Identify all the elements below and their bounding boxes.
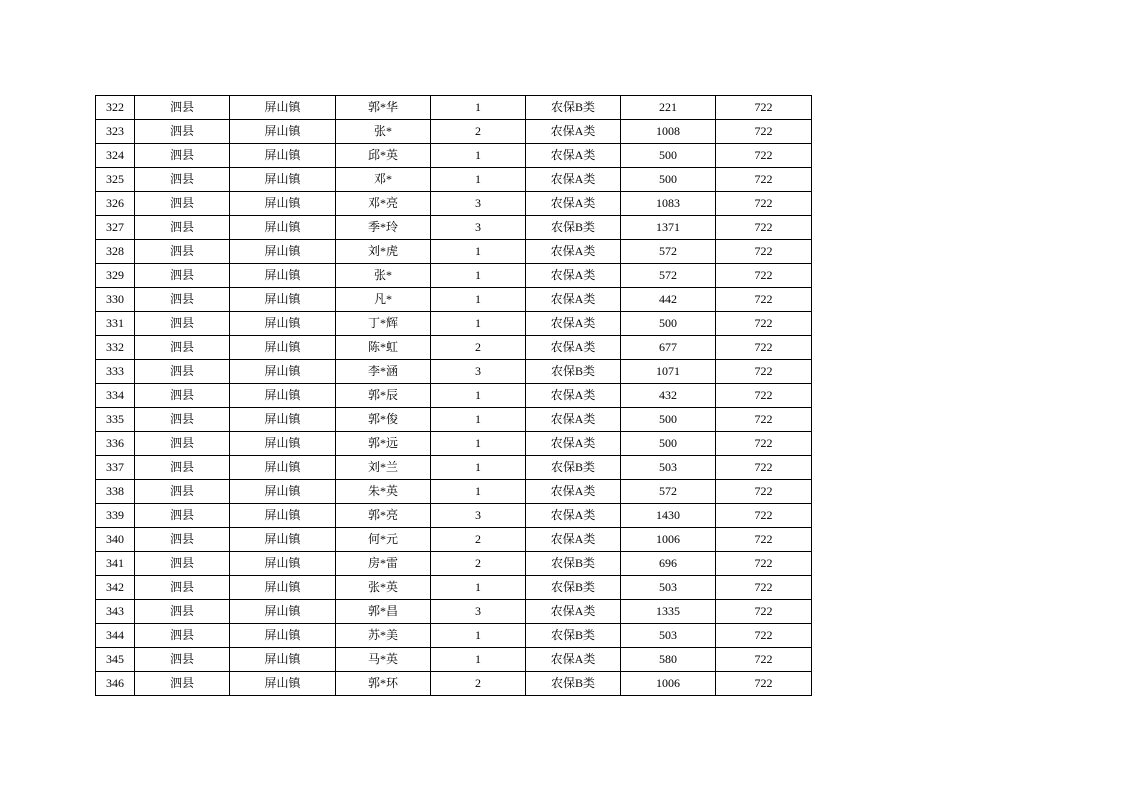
cell-town: 屏山镇 bbox=[230, 432, 336, 456]
cell-index: 335 bbox=[96, 408, 135, 432]
cell-county: 泗县 bbox=[135, 336, 230, 360]
cell-category: 农保A类 bbox=[526, 528, 621, 552]
cell-value: 722 bbox=[716, 144, 812, 168]
cell-amount: 500 bbox=[621, 408, 716, 432]
table-row bbox=[96, 552, 812, 576]
cell-index: 342 bbox=[96, 576, 135, 600]
table-row bbox=[96, 600, 812, 624]
table-row bbox=[96, 384, 812, 408]
cell-name: 张* bbox=[336, 120, 431, 144]
cell-county: 泗县 bbox=[135, 168, 230, 192]
cell-name: 郭*环 bbox=[336, 672, 431, 696]
cell-amount: 221 bbox=[621, 96, 716, 120]
table-row bbox=[96, 288, 812, 312]
cell-county: 泗县 bbox=[135, 552, 230, 576]
cell-index: 325 bbox=[96, 168, 135, 192]
cell-amount: 677 bbox=[621, 336, 716, 360]
cell-category: 农保A类 bbox=[526, 144, 621, 168]
cell-name: 季*玲 bbox=[336, 216, 431, 240]
cell-county: 泗县 bbox=[135, 264, 230, 288]
cell-county: 泗县 bbox=[135, 600, 230, 624]
table-row bbox=[96, 264, 812, 288]
cell-amount: 1083 bbox=[621, 192, 716, 216]
cell-name: 苏*美 bbox=[336, 624, 431, 648]
cell-name: 郭*远 bbox=[336, 432, 431, 456]
cell-category: 农保A类 bbox=[526, 336, 621, 360]
cell-town: 屏山镇 bbox=[230, 504, 336, 528]
cell-name: 郭*俊 bbox=[336, 408, 431, 432]
table-row bbox=[96, 120, 812, 144]
cell-name: 何*元 bbox=[336, 528, 431, 552]
cell-amount: 500 bbox=[621, 432, 716, 456]
cell-index: 324 bbox=[96, 144, 135, 168]
cell-index: 341 bbox=[96, 552, 135, 576]
cell-value: 722 bbox=[716, 240, 812, 264]
cell-count: 1 bbox=[431, 432, 526, 456]
cell-index: 331 bbox=[96, 312, 135, 336]
cell-name: 房*雷 bbox=[336, 552, 431, 576]
cell-index: 327 bbox=[96, 216, 135, 240]
cell-value: 722 bbox=[716, 96, 812, 120]
cell-count: 2 bbox=[431, 528, 526, 552]
cell-count: 1 bbox=[431, 288, 526, 312]
cell-count: 1 bbox=[431, 168, 526, 192]
cell-town: 屏山镇 bbox=[230, 672, 336, 696]
cell-amount: 503 bbox=[621, 456, 716, 480]
cell-county: 泗县 bbox=[135, 480, 230, 504]
cell-index: 323 bbox=[96, 120, 135, 144]
cell-amount: 500 bbox=[621, 312, 716, 336]
cell-amount: 1006 bbox=[621, 528, 716, 552]
table-row bbox=[96, 456, 812, 480]
cell-amount: 1071 bbox=[621, 360, 716, 384]
cell-amount: 1335 bbox=[621, 600, 716, 624]
cell-count: 2 bbox=[431, 672, 526, 696]
cell-category: 农保A类 bbox=[526, 600, 621, 624]
cell-value: 722 bbox=[716, 504, 812, 528]
table-row bbox=[96, 168, 812, 192]
cell-category: 农保A类 bbox=[526, 264, 621, 288]
cell-town: 屏山镇 bbox=[230, 192, 336, 216]
cell-value: 722 bbox=[716, 120, 812, 144]
cell-town: 屏山镇 bbox=[230, 624, 336, 648]
cell-category: 农保B类 bbox=[526, 456, 621, 480]
table-row bbox=[96, 240, 812, 264]
cell-amount: 500 bbox=[621, 168, 716, 192]
cell-value: 722 bbox=[716, 672, 812, 696]
cell-name: 郭*亮 bbox=[336, 504, 431, 528]
cell-amount: 580 bbox=[621, 648, 716, 672]
cell-town: 屏山镇 bbox=[230, 408, 336, 432]
cell-town: 屏山镇 bbox=[230, 144, 336, 168]
cell-amount: 1371 bbox=[621, 216, 716, 240]
cell-county: 泗县 bbox=[135, 240, 230, 264]
cell-category: 农保B类 bbox=[526, 216, 621, 240]
cell-index: 330 bbox=[96, 288, 135, 312]
cell-county: 泗县 bbox=[135, 312, 230, 336]
cell-county: 泗县 bbox=[135, 144, 230, 168]
cell-name: 郭*昌 bbox=[336, 600, 431, 624]
cell-name: 凡* bbox=[336, 288, 431, 312]
cell-category: 农保B类 bbox=[526, 552, 621, 576]
cell-name: 朱*英 bbox=[336, 480, 431, 504]
cell-town: 屏山镇 bbox=[230, 648, 336, 672]
cell-amount: 572 bbox=[621, 480, 716, 504]
data-table bbox=[95, 95, 812, 696]
cell-value: 722 bbox=[716, 264, 812, 288]
cell-count: 1 bbox=[431, 648, 526, 672]
cell-category: 农保A类 bbox=[526, 648, 621, 672]
cell-name: 陈*虹 bbox=[336, 336, 431, 360]
cell-count: 1 bbox=[431, 456, 526, 480]
cell-category: 农保A类 bbox=[526, 312, 621, 336]
cell-value: 722 bbox=[716, 600, 812, 624]
cell-category: 农保A类 bbox=[526, 288, 621, 312]
cell-county: 泗县 bbox=[135, 360, 230, 384]
cell-amount: 432 bbox=[621, 384, 716, 408]
cell-amount: 1430 bbox=[621, 504, 716, 528]
cell-category: 农保B类 bbox=[526, 96, 621, 120]
cell-index: 328 bbox=[96, 240, 135, 264]
cell-count: 1 bbox=[431, 96, 526, 120]
cell-count: 3 bbox=[431, 504, 526, 528]
cell-county: 泗县 bbox=[135, 288, 230, 312]
cell-value: 722 bbox=[716, 456, 812, 480]
cell-count: 1 bbox=[431, 240, 526, 264]
table-row bbox=[96, 312, 812, 336]
cell-county: 泗县 bbox=[135, 576, 230, 600]
cell-value: 722 bbox=[716, 576, 812, 600]
cell-town: 屏山镇 bbox=[230, 288, 336, 312]
cell-amount: 572 bbox=[621, 240, 716, 264]
cell-amount: 1008 bbox=[621, 120, 716, 144]
cell-county: 泗县 bbox=[135, 96, 230, 120]
cell-amount: 503 bbox=[621, 576, 716, 600]
cell-index: 332 bbox=[96, 336, 135, 360]
cell-category: 农保A类 bbox=[526, 240, 621, 264]
cell-name: 张*英 bbox=[336, 576, 431, 600]
table-row bbox=[96, 96, 812, 120]
cell-category: 农保A类 bbox=[526, 384, 621, 408]
table-row bbox=[96, 672, 812, 696]
cell-name: 刘*虎 bbox=[336, 240, 431, 264]
table-row bbox=[96, 432, 812, 456]
cell-index: 340 bbox=[96, 528, 135, 552]
cell-town: 屏山镇 bbox=[230, 312, 336, 336]
cell-value: 722 bbox=[716, 624, 812, 648]
table-row bbox=[96, 336, 812, 360]
cell-index: 329 bbox=[96, 264, 135, 288]
cell-county: 泗县 bbox=[135, 120, 230, 144]
cell-index: 322 bbox=[96, 96, 135, 120]
cell-county: 泗县 bbox=[135, 504, 230, 528]
cell-category: 农保B类 bbox=[526, 624, 621, 648]
cell-amount: 500 bbox=[621, 144, 716, 168]
cell-county: 泗县 bbox=[135, 408, 230, 432]
cell-town: 屏山镇 bbox=[230, 456, 336, 480]
cell-town: 屏山镇 bbox=[230, 120, 336, 144]
table-row bbox=[96, 408, 812, 432]
cell-value: 722 bbox=[716, 192, 812, 216]
cell-count: 1 bbox=[431, 384, 526, 408]
cell-amount: 1006 bbox=[621, 672, 716, 696]
cell-count: 1 bbox=[431, 624, 526, 648]
cell-category: 农保A类 bbox=[526, 192, 621, 216]
table-row bbox=[96, 528, 812, 552]
cell-town: 屏山镇 bbox=[230, 264, 336, 288]
cell-count: 3 bbox=[431, 600, 526, 624]
cell-county: 泗县 bbox=[135, 648, 230, 672]
cell-value: 722 bbox=[716, 216, 812, 240]
cell-town: 屏山镇 bbox=[230, 168, 336, 192]
cell-count: 1 bbox=[431, 264, 526, 288]
cell-index: 343 bbox=[96, 600, 135, 624]
cell-index: 334 bbox=[96, 384, 135, 408]
cell-value: 722 bbox=[716, 336, 812, 360]
table-row bbox=[96, 216, 812, 240]
cell-town: 屏山镇 bbox=[230, 216, 336, 240]
cell-index: 339 bbox=[96, 504, 135, 528]
table-row bbox=[96, 192, 812, 216]
cell-county: 泗县 bbox=[135, 384, 230, 408]
cell-count: 1 bbox=[431, 408, 526, 432]
cell-amount: 572 bbox=[621, 264, 716, 288]
table-row bbox=[96, 504, 812, 528]
cell-value: 722 bbox=[716, 288, 812, 312]
cell-category: 农保A类 bbox=[526, 480, 621, 504]
table-row bbox=[96, 648, 812, 672]
cell-value: 722 bbox=[716, 552, 812, 576]
cell-value: 722 bbox=[716, 480, 812, 504]
cell-name: 马*英 bbox=[336, 648, 431, 672]
cell-count: 2 bbox=[431, 120, 526, 144]
cell-count: 1 bbox=[431, 312, 526, 336]
cell-town: 屏山镇 bbox=[230, 360, 336, 384]
cell-town: 屏山镇 bbox=[230, 384, 336, 408]
cell-value: 722 bbox=[716, 312, 812, 336]
cell-town: 屏山镇 bbox=[230, 336, 336, 360]
cell-town: 屏山镇 bbox=[230, 552, 336, 576]
table-row bbox=[96, 144, 812, 168]
cell-count: 3 bbox=[431, 360, 526, 384]
cell-county: 泗县 bbox=[135, 528, 230, 552]
cell-name: 邱*英 bbox=[336, 144, 431, 168]
cell-index: 346 bbox=[96, 672, 135, 696]
cell-amount: 696 bbox=[621, 552, 716, 576]
cell-name: 郭*辰 bbox=[336, 384, 431, 408]
cell-index: 326 bbox=[96, 192, 135, 216]
cell-count: 3 bbox=[431, 192, 526, 216]
cell-index: 338 bbox=[96, 480, 135, 504]
cell-value: 722 bbox=[716, 432, 812, 456]
cell-county: 泗县 bbox=[135, 216, 230, 240]
cell-town: 屏山镇 bbox=[230, 528, 336, 552]
cell-town: 屏山镇 bbox=[230, 576, 336, 600]
cell-name: 刘*兰 bbox=[336, 456, 431, 480]
cell-count: 2 bbox=[431, 552, 526, 576]
cell-value: 722 bbox=[716, 384, 812, 408]
table-row bbox=[96, 576, 812, 600]
cell-county: 泗县 bbox=[135, 432, 230, 456]
cell-count: 1 bbox=[431, 576, 526, 600]
cell-category: 农保A类 bbox=[526, 120, 621, 144]
cell-category: 农保B类 bbox=[526, 360, 621, 384]
cell-value: 722 bbox=[716, 168, 812, 192]
cell-name: 丁*辉 bbox=[336, 312, 431, 336]
cell-amount: 503 bbox=[621, 624, 716, 648]
cell-county: 泗县 bbox=[135, 192, 230, 216]
cell-value: 722 bbox=[716, 528, 812, 552]
cell-name: 郭*华 bbox=[336, 96, 431, 120]
cell-index: 345 bbox=[96, 648, 135, 672]
cell-county: 泗县 bbox=[135, 672, 230, 696]
cell-category: 农保A类 bbox=[526, 168, 621, 192]
cell-index: 336 bbox=[96, 432, 135, 456]
cell-count: 3 bbox=[431, 216, 526, 240]
cell-count: 1 bbox=[431, 144, 526, 168]
cell-value: 722 bbox=[716, 408, 812, 432]
table-body bbox=[96, 96, 812, 696]
cell-index: 344 bbox=[96, 624, 135, 648]
cell-county: 泗县 bbox=[135, 456, 230, 480]
cell-county: 泗县 bbox=[135, 624, 230, 648]
cell-town: 屏山镇 bbox=[230, 240, 336, 264]
table-row bbox=[96, 480, 812, 504]
table-row bbox=[96, 624, 812, 648]
cell-value: 722 bbox=[716, 648, 812, 672]
cell-category: 农保B类 bbox=[526, 576, 621, 600]
cell-name: 邓*亮 bbox=[336, 192, 431, 216]
cell-index: 337 bbox=[96, 456, 135, 480]
cell-town: 屏山镇 bbox=[230, 480, 336, 504]
cell-name: 邓* bbox=[336, 168, 431, 192]
cell-town: 屏山镇 bbox=[230, 600, 336, 624]
cell-category: 农保A类 bbox=[526, 504, 621, 528]
cell-town: 屏山镇 bbox=[230, 96, 336, 120]
cell-index: 333 bbox=[96, 360, 135, 384]
cell-count: 1 bbox=[431, 480, 526, 504]
cell-category: 农保A类 bbox=[526, 408, 621, 432]
cell-amount: 442 bbox=[621, 288, 716, 312]
cell-value: 722 bbox=[716, 360, 812, 384]
cell-count: 2 bbox=[431, 336, 526, 360]
cell-category: 农保B类 bbox=[526, 672, 621, 696]
table-row bbox=[96, 360, 812, 384]
cell-category: 农保A类 bbox=[526, 432, 621, 456]
cell-name: 李*涵 bbox=[336, 360, 431, 384]
cell-name: 张* bbox=[336, 264, 431, 288]
